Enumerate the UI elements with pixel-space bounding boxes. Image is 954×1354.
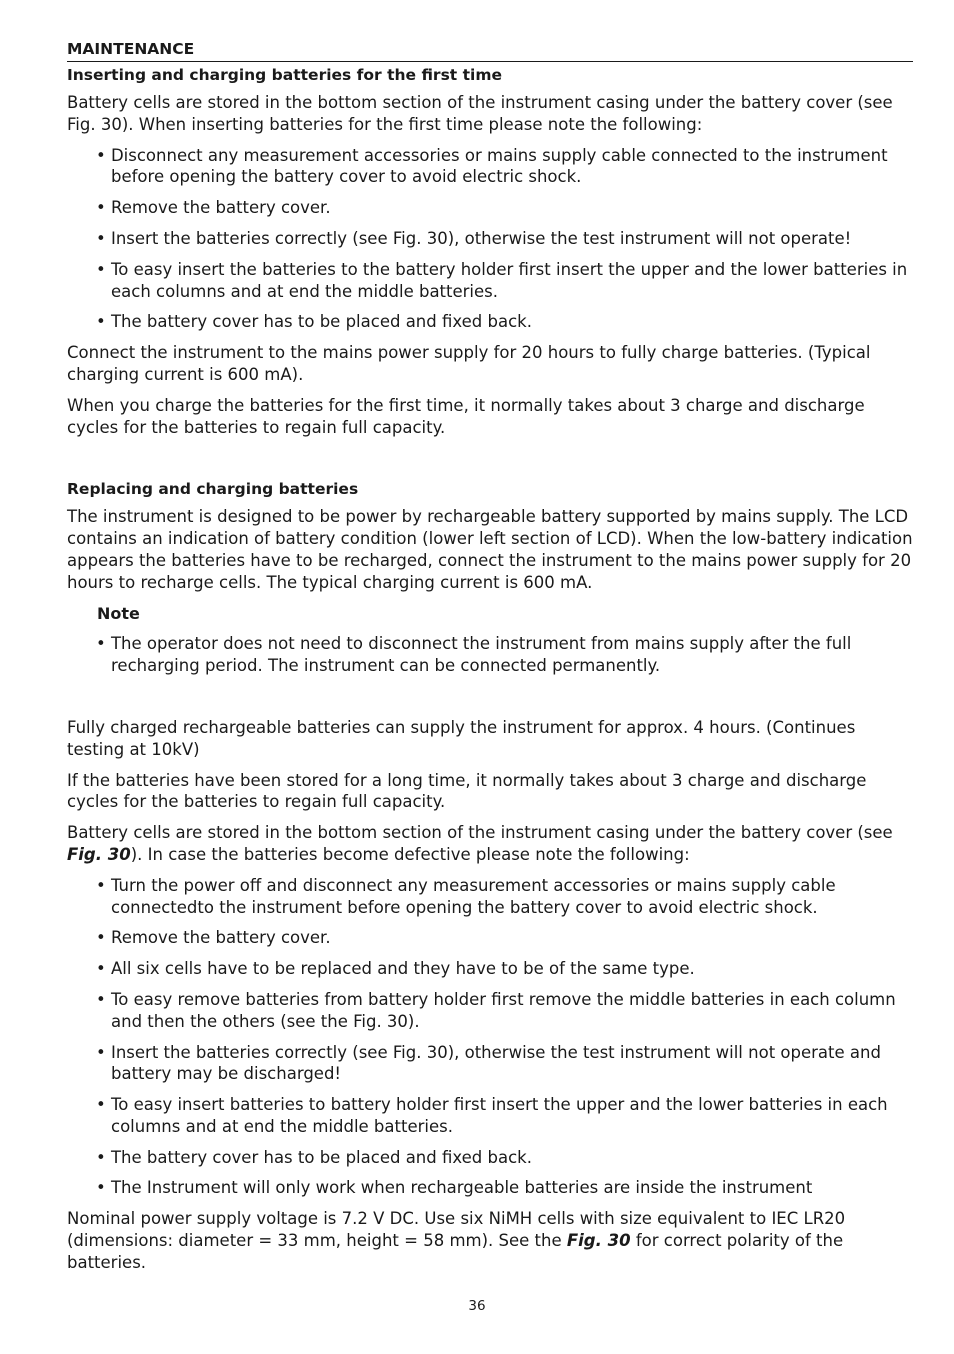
stored-paragraph: If the batteries have been stored for a long time, it normally takes about 3 charge and discharge cycles for the batteries to regain full capacity. xyxy=(67,770,867,812)
list-item: • Insert the batteries correctly (see Fig. 30), otherwise the test instrument will not operate and battery may be discharged! xyxy=(96,1042,881,1084)
subsection-title-first-charge: Inserting and charging batteries for the first time xyxy=(67,66,502,84)
list-item: • To easy remove batteries from battery holder first remove the middle batteries in each column and then the others (see the Fig. 30). xyxy=(96,989,896,1031)
list-item: • Turn the power off and disconnect any measurement accessories or mains supply cable connectedto the instrument before opening the battery cover to avoid electric shock. xyxy=(96,875,836,917)
replacing-intro-paragraph: The instrument is designed to be power by rechargeable battery supported by mains supply. The LCD contains an indication of battery condition (lower left section of LCD). When the low-battery indication appears the batteries have to be recharged, connect the instrument to the mains power supply for 20 hours to recharge cells. The typical charging current is 600 mA. xyxy=(67,507,913,592)
list-item: • Remove the battery cover. xyxy=(96,198,331,218)
nominal-text-after: for correct polarity of the batteries. xyxy=(67,1231,844,1272)
section-header: MAINTENANCE xyxy=(67,38,913,62)
nominal-text-before: Nominal power supply voltage is 7.2 V DC. Use six NiMH cells with size equivalent to IEC LR20 (dimensions: diameter = 33 mm, height = 58 mm). See the xyxy=(67,1209,846,1251)
replacing-bullet-list xyxy=(67,875,913,1200)
note-title: Note xyxy=(97,603,140,623)
list-item: • All six cells have to be replaced and they have to be of the same type. xyxy=(96,959,695,979)
document-page xyxy=(67,38,913,1283)
list-item: • The battery cover has to be placed and fixed back. xyxy=(96,312,532,332)
figure-reference: Fig. 30 xyxy=(566,1231,631,1251)
cycles-paragraph: When you charge the batteries for the first time, it normally takes about 3 charge and discharge cycles for the batteries to regain full capacity. xyxy=(67,395,865,437)
intro-paragraph: Battery cells are stored in the bottom section of the instrument casing under the battery cover (see Fig. 30). When inserting batteries for the first time please note the following: xyxy=(67,93,893,134)
fully-charged-paragraph: Fully charged rechargeable batteries can supply the instrument for approx. 4 hours. (Continues testing at 10kV) xyxy=(67,717,856,759)
list-item: • The battery cover has to be placed and fixed back. xyxy=(96,1147,532,1167)
note-bullet-list xyxy=(67,633,913,677)
first-charge-bullet-list xyxy=(67,145,913,334)
subsection-title-replacing: Replacing and charging batteries xyxy=(67,480,359,499)
list-item: • To easy insert batteries to battery holder first insert the upper and the lower batteries in each columns and at end the middle batteries. xyxy=(96,1095,888,1136)
list-item: • Disconnect any measurement accessories or mains supply cable connected to the instrument before opening the battery cover to avoid electric shock. xyxy=(96,145,888,187)
figure-reference: Fig. 30 xyxy=(67,844,131,864)
list-item: • The Instrument will only work when rechargeable batteries are inside the instrument xyxy=(96,1178,813,1198)
nominal-voltage-paragraph xyxy=(67,1208,913,1273)
list-item: • To easy insert the batteries to the battery holder first insert the upper and the lower batteries in each columns and at end the middle batteries. xyxy=(96,259,908,301)
cells-paragraph xyxy=(67,822,913,866)
charge-paragraph: Connect the instrument to the mains power supply for 20 hours to fully charge batteries. (Typical charging current is 600 mA). xyxy=(67,343,871,384)
page-number: 36 xyxy=(468,1298,486,1314)
list-item: • The operator does not need to disconnect the instrument from mains supply after the full recharging period. The instrument can be connected permanently. xyxy=(96,634,852,676)
list-item: • Insert the batteries correctly (see Fig. 30), otherwise the test instrument will not operate! xyxy=(96,228,852,248)
cells-text-after: ). In case the batteries become defective please note the following: xyxy=(130,844,690,864)
cells-text-before: Battery cells are stored in the bottom section of the instrument casing under the battery cover (see xyxy=(67,823,893,843)
list-item: • Remove the battery cover. xyxy=(96,928,331,948)
